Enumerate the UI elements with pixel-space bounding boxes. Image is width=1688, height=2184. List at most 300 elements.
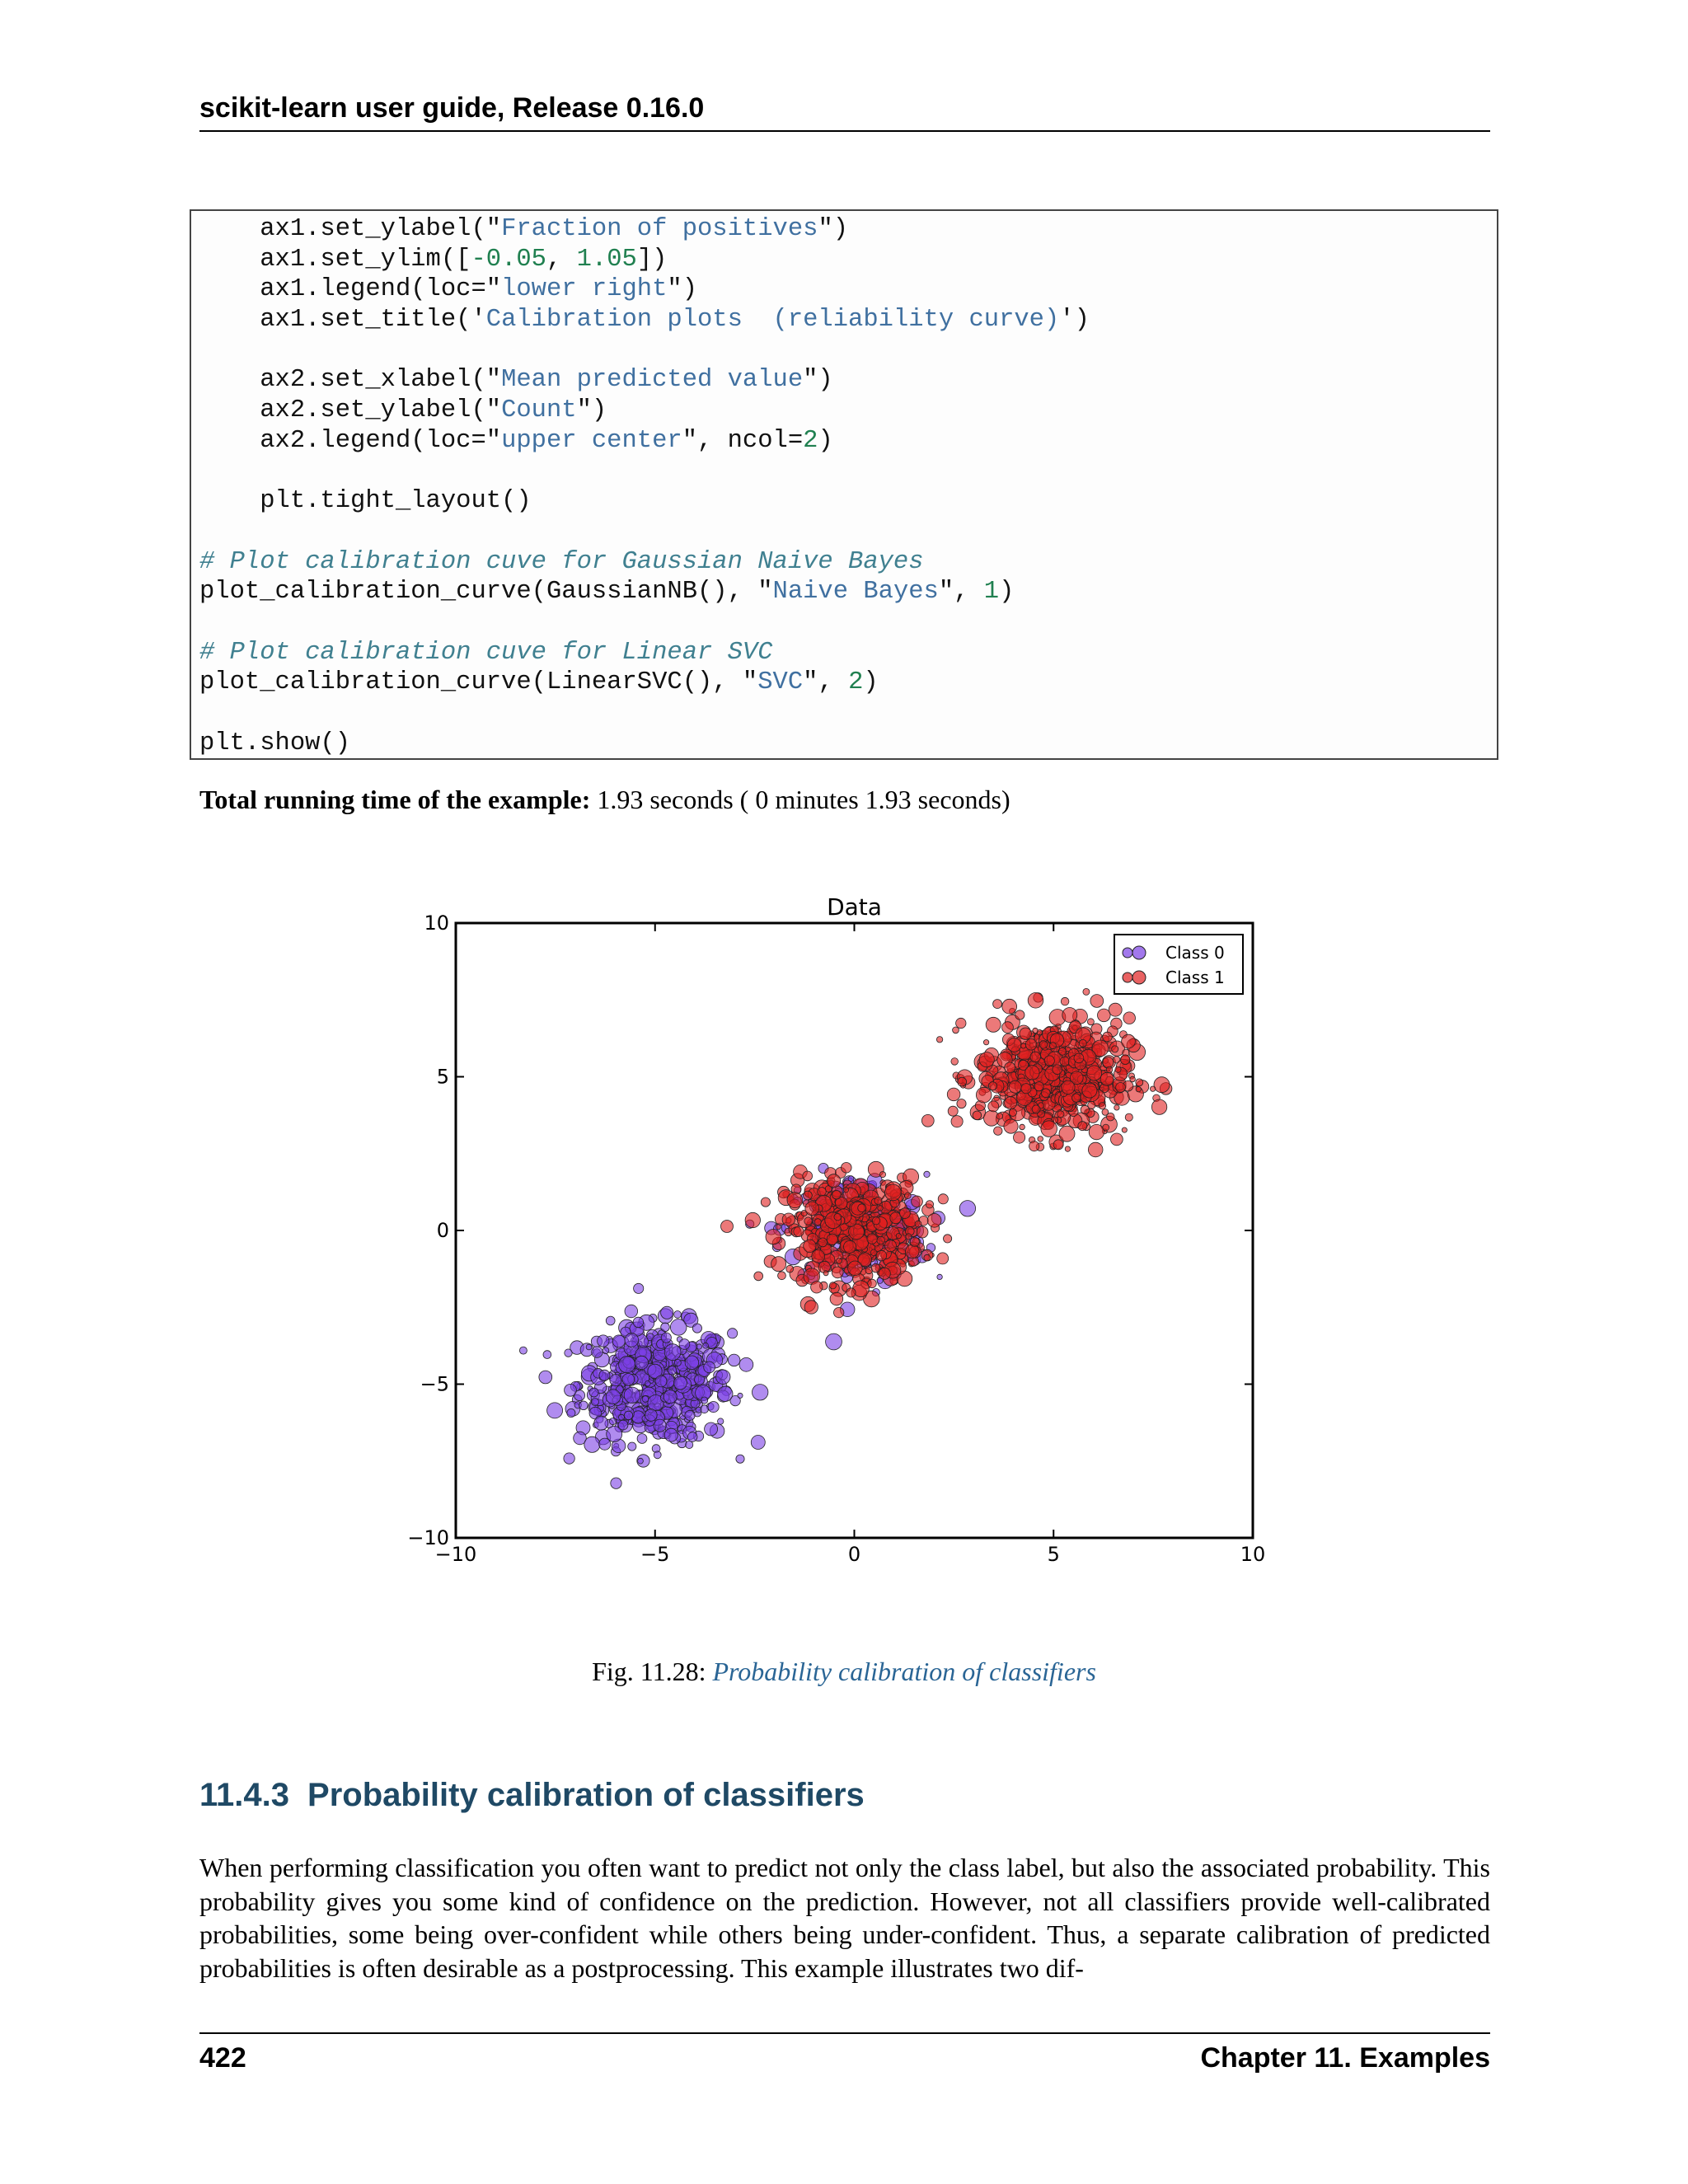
scatter-point-class-1 [830, 1292, 843, 1305]
scatter-point-class-0 [594, 1416, 608, 1430]
scatter-point-class-1 [1087, 1019, 1094, 1025]
scatter-point-class-0 [686, 1441, 693, 1448]
scatter-point-class-1 [1002, 999, 1017, 1014]
scatter-point-class-1 [1059, 1126, 1075, 1141]
scatter-point-class-0 [687, 1432, 697, 1442]
scatter-point-class-1 [1122, 1127, 1127, 1132]
scatter-point-class-1 [1116, 1083, 1126, 1093]
code-token: ") [803, 366, 833, 395]
scatter-point-class-0 [606, 1390, 621, 1404]
code-token: upper center [501, 426, 682, 455]
scatter-point-class-0 [642, 1396, 649, 1403]
code-line [199, 547, 1090, 578]
scatter-point-class-1 [879, 1172, 885, 1178]
scatter-point-class-1 [917, 1226, 928, 1238]
legend-label: Class 0 [1165, 943, 1225, 963]
scatter-point-class-0 [543, 1351, 551, 1359]
scatter-point-class-1 [842, 1163, 852, 1174]
scatter-point-class-0 [701, 1397, 708, 1404]
scatter-point-class-1 [1111, 1133, 1123, 1146]
scatter-point-class-0 [567, 1408, 575, 1417]
code-token: 1.05 [576, 245, 637, 274]
code-token: ') [1059, 306, 1090, 335]
scatter-point-class-0 [736, 1455, 744, 1463]
scatter-point-class-1 [1122, 1034, 1136, 1048]
scatter-point-class-1 [924, 1254, 931, 1261]
scatter-point-class-0 [718, 1418, 724, 1424]
scatter-point-class-1 [804, 1217, 812, 1225]
scatter-point-class-0 [539, 1371, 552, 1384]
scatter-point-class-1 [900, 1208, 911, 1219]
code-token: ax1.legend(loc=" [199, 275, 502, 304]
scatter-point-class-1 [912, 1196, 923, 1207]
code-token: ax1.set_title(' [199, 306, 486, 335]
scatter-point-class-0 [547, 1403, 563, 1418]
scatter-point-class-1 [776, 1225, 781, 1230]
scatter-point-class-1 [948, 1106, 958, 1116]
code-token: plt.show() [199, 729, 351, 757]
scatter-point-class-1 [956, 1018, 966, 1028]
scatter-point-class-0 [635, 1356, 648, 1369]
scatter-point-class-0 [924, 1171, 930, 1177]
scatter-point-class-1 [871, 1263, 880, 1272]
scatter-point-class-1 [957, 1099, 966, 1108]
scatter-point-class-1 [1025, 1039, 1037, 1051]
scatter-point-class-1 [1044, 1056, 1054, 1066]
code-token: Mean predicted value [501, 366, 804, 395]
body-paragraph: When performing classification you often want to predict not only the class label, but also the associated probability. This probability gives you some kind of confidence on the prediction. However, not all classifiers provide well-calibrated probabilities, some being over-confident while others being under-confident. Thus, a separate calibration of predicted probabilities is often desirable as a postprocessing. This example illustrates two dif- [199, 1853, 1490, 1983]
scatter-point-class-1 [827, 1234, 837, 1244]
figure-link[interactable]: Probability calibration of classifiers [712, 1657, 1096, 1686]
scatter-point-class-1 [1058, 1047, 1066, 1055]
scatter-point-class-0 [619, 1414, 625, 1420]
scatter-point-class-1 [885, 1184, 902, 1201]
scatter-point-class-1 [953, 1027, 959, 1033]
code-line [199, 698, 1090, 729]
runtime-value: 1.93 seconds ( 0 minutes 1.93 seconds) [590, 785, 1010, 814]
scatter-point-class-1 [1098, 1009, 1111, 1022]
scatter-point-class-1 [794, 1226, 804, 1236]
scatter-point-class-1 [944, 1235, 952, 1243]
scatter-point-class-1 [1007, 1038, 1021, 1052]
code-token: SVC [757, 668, 804, 697]
scatter-point-class-1 [804, 1191, 813, 1200]
code-token: ax1.set_ylim([ [199, 245, 471, 274]
scatter-point-class-0 [618, 1420, 628, 1430]
scatter-point-class-0 [661, 1323, 670, 1332]
code-token: Naive Bayes [772, 578, 939, 607]
scatter-point-class-0 [674, 1311, 682, 1319]
scatter-point-class-1 [1089, 1124, 1104, 1139]
scatter-point-class-0 [637, 1434, 647, 1444]
code-token: Calibration plots (reliability curve) [485, 306, 1060, 335]
code-line [199, 396, 1090, 426]
x-tick-label: 0 [847, 1543, 861, 1566]
scatter-point-class-0 [633, 1317, 643, 1327]
x-tick-label: −10 [434, 1543, 477, 1566]
scatter-point-class-1 [1020, 1124, 1025, 1130]
scatter-point-class-1 [1090, 995, 1104, 1008]
scatter-point-class-1 [938, 1194, 948, 1204]
scatter-point-class-1 [1083, 988, 1090, 995]
scatter-point-class-1 [805, 1202, 819, 1216]
scatter-point-class-1 [872, 1217, 879, 1225]
code-token: ) [999, 578, 1015, 607]
scatter-point-class-1 [979, 1052, 994, 1067]
scatter-point-class-1 [927, 1213, 941, 1227]
scatter-point-class-0 [654, 1451, 661, 1459]
code-line [199, 214, 1090, 245]
scatter-point-class-1 [1009, 1108, 1016, 1116]
scatter-point-class-1 [823, 1271, 828, 1276]
scatter-point-class-0 [668, 1366, 677, 1376]
scatter-point-class-1 [1057, 1111, 1064, 1118]
scatter-point-class-0 [664, 1344, 681, 1361]
scatter-point-class-0 [645, 1409, 658, 1422]
code-token: ax1.set_ylabel(" [199, 215, 502, 243]
code-token: 2 [848, 668, 864, 697]
scatter-point-class-1 [876, 1250, 887, 1261]
scatter-point-class-1 [1154, 1077, 1170, 1093]
y-tick-label: 10 [424, 912, 449, 935]
scatter-point-class-1 [874, 1197, 882, 1204]
scatter-point-class-1 [834, 1213, 842, 1221]
scatter-point-class-0 [564, 1453, 574, 1464]
scatter-point-class-0 [663, 1390, 677, 1404]
scatter-point-class-0 [606, 1316, 615, 1325]
scatter-point-class-1 [843, 1188, 848, 1193]
scatter-point-class-1 [885, 1240, 897, 1252]
scatter-point-class-1 [1015, 1010, 1025, 1019]
code-token: ) [863, 668, 879, 697]
scatter-point-class-0 [704, 1361, 715, 1373]
y-tick-label: −5 [420, 1372, 449, 1396]
legend-label: Class 1 [1165, 968, 1225, 987]
scatter-point-class-0 [708, 1402, 719, 1413]
code-token: -0.05 [471, 245, 546, 274]
scatter-point-class-0 [625, 1333, 639, 1347]
y-tick-label: −10 [407, 1526, 449, 1549]
code-line [199, 607, 1090, 638]
scatter-point-class-0 [673, 1376, 687, 1390]
scatter-point-class-1 [988, 1082, 996, 1090]
scatter-point-class-1 [1120, 1055, 1130, 1065]
scatter-point-class-0 [624, 1387, 640, 1403]
scatter-point-class-1 [1082, 1083, 1097, 1098]
legend-marker [1123, 948, 1132, 958]
scatter-point-class-1 [1078, 1122, 1087, 1131]
scatter-point-class-1 [778, 1272, 786, 1280]
code-token: , [546, 245, 577, 274]
scatter-point-class-1 [818, 1188, 827, 1197]
scatter-point-class-1 [1041, 1089, 1050, 1098]
legend-marker [1132, 946, 1146, 959]
scatter-chart [404, 882, 1294, 1582]
scatter-point-class-0 [592, 1399, 599, 1406]
code-line [199, 274, 1090, 305]
scatter-point-class-1 [915, 1221, 921, 1227]
scatter-point-class-1 [1106, 1066, 1113, 1073]
scatter-point-class-1 [814, 1219, 821, 1226]
scatter-point-class-1 [1039, 1041, 1047, 1048]
scatter-point-class-1 [1072, 1094, 1081, 1102]
scatter-point-class-0 [628, 1442, 636, 1451]
scatter-point-class-1 [870, 1249, 877, 1256]
scatter-point-class-1 [1030, 1052, 1041, 1062]
code-token: Fraction of positives [501, 215, 818, 243]
scatter-point-class-1 [1053, 1065, 1062, 1075]
scatter-point-class-1 [1065, 1146, 1070, 1151]
scatter-point-class-1 [879, 1268, 890, 1279]
scatter-point-class-0 [670, 1319, 687, 1336]
scatter-point-class-1 [988, 1101, 999, 1112]
code-line [199, 365, 1090, 396]
scatter-point-class-1 [1103, 1032, 1113, 1042]
scatter-point-class-1 [828, 1174, 841, 1188]
code-line [199, 426, 1090, 457]
scatter-point-class-1 [983, 1040, 988, 1045]
scatter-point-class-1 [993, 1000, 1002, 1009]
code-token: # Plot calibration cuve for Gaussian Naive Bayes [199, 547, 924, 576]
scatter-point-class-1 [771, 1257, 786, 1272]
scatter-point-class-0 [619, 1357, 635, 1373]
scatter-point-class-1 [1049, 1043, 1056, 1049]
scatter-point-class-0 [718, 1386, 733, 1401]
scatter-point-class-1 [1107, 1113, 1115, 1121]
scatter-point-class-1 [1151, 1086, 1156, 1091]
scatter-point-class-1 [1025, 1066, 1039, 1080]
section-heading [199, 1777, 865, 1814]
scatter-point-class-1 [867, 1234, 877, 1244]
scatter-point-class-1 [1125, 1113, 1132, 1121]
scatter-point-class-1 [766, 1230, 781, 1244]
scatter-point-class-1 [837, 1258, 842, 1264]
scatter-point-class-0 [728, 1354, 740, 1366]
code-line [199, 486, 1090, 517]
scatter-point-class-1 [877, 1236, 885, 1244]
scatter-point-class-1 [1038, 1137, 1043, 1142]
scatter-point-class-1 [878, 1206, 883, 1211]
scatter-point-class-0 [565, 1384, 577, 1396]
code-token: ", [803, 668, 849, 697]
scatter-point-class-0 [692, 1324, 701, 1333]
scatter-point-class-0 [661, 1306, 673, 1319]
scatter-point-class-0 [579, 1401, 588, 1410]
y-tick-label: 5 [436, 1065, 449, 1089]
legend-marker [1123, 972, 1132, 982]
scatter-point-class-1 [1014, 1132, 1025, 1143]
scatter-point-class-1 [787, 1193, 803, 1208]
scatter-point-class-1 [804, 1301, 818, 1314]
scatter-point-class-1 [973, 1111, 982, 1120]
scatter-point-class-0 [622, 1374, 635, 1386]
running-header: scikit-learn user guide, Release 0.16.0 [199, 92, 705, 124]
scatter-point-class-1 [1087, 1066, 1102, 1080]
scatter-point-class-1 [754, 1272, 763, 1281]
scatter-point-class-1 [1032, 1105, 1040, 1113]
scatter-point-class-1 [1081, 1105, 1089, 1113]
code-line [199, 668, 1090, 698]
scatter-point-class-1 [1028, 993, 1043, 1009]
scatter-point-class-0 [674, 1359, 681, 1366]
scatter-point-class-1 [937, 1253, 949, 1264]
scatter-point-class-0 [738, 1393, 743, 1398]
scatter-point-class-0 [584, 1436, 600, 1452]
code-line [199, 245, 1090, 275]
code-block [190, 209, 1498, 760]
y-tick-label: 0 [436, 1219, 449, 1242]
scatter-point-class-1 [1061, 997, 1069, 1005]
scatter-point-class-1 [721, 1221, 734, 1233]
scatter-point-class-1 [1021, 1043, 1026, 1048]
scatter-point-class-0 [589, 1388, 598, 1397]
code-token: ", [938, 578, 984, 607]
code-token: Count [501, 396, 577, 425]
chapter-label: Chapter 11. Examples [1200, 2042, 1490, 2074]
code-token: lower right [501, 275, 668, 304]
scatter-point-class-1 [910, 1237, 919, 1246]
scatter-point-class-1 [951, 1058, 959, 1066]
section-number: 11.4.3 [199, 1777, 290, 1813]
scatter-point-class-1 [1033, 1028, 1038, 1033]
scatter-point-class-1 [906, 1244, 920, 1258]
scatter-point-class-1 [1115, 1066, 1121, 1072]
scatter-point-class-1 [1151, 1099, 1166, 1114]
scatter-point-class-1 [1074, 1053, 1084, 1063]
scatter-figure [404, 882, 1294, 1582]
scatter-point-class-1 [761, 1197, 770, 1207]
scatter-point-class-1 [1114, 1105, 1119, 1110]
scatter-point-class-0 [599, 1438, 611, 1450]
scatter-point-class-1 [1002, 1022, 1014, 1033]
scatter-point-class-1 [1123, 1012, 1136, 1024]
scatter-point-class-1 [1100, 1072, 1114, 1085]
scatter-point-class-1 [1053, 1140, 1063, 1150]
code-line [199, 335, 1090, 366]
code-token: ax2.set_ylabel(" [199, 396, 502, 425]
scatter-point-class-0 [611, 1478, 621, 1488]
scatter-point-class-0 [655, 1376, 667, 1387]
scatter-point-class-1 [896, 1234, 901, 1239]
scatter-point-class-1 [848, 1261, 863, 1276]
scatter-point-class-1 [1136, 1087, 1141, 1092]
code-line [199, 577, 1090, 607]
scatter-point-class-1 [1099, 1103, 1105, 1109]
scatter-point-class-0 [624, 1411, 632, 1419]
scatter-point-class-1 [834, 1307, 844, 1317]
scatter-point-class-0 [634, 1283, 644, 1293]
scatter-point-class-1 [1021, 1084, 1031, 1094]
section-title: Probability calibration of classifiers [307, 1777, 865, 1813]
code-line [199, 729, 1090, 759]
scatter-point-class-1 [951, 1116, 963, 1127]
scatter-point-class-1 [958, 1077, 967, 1086]
scatter-point-class-1 [1060, 1057, 1069, 1066]
runtime-line [199, 785, 1010, 815]
scatter-point-class-1 [996, 1113, 1003, 1120]
scatter-point-class-1 [1112, 1046, 1118, 1052]
scatter-point-class-1 [811, 1282, 823, 1293]
scatter-point-class-1 [1041, 1121, 1057, 1137]
scatter-point-class-1 [1109, 1003, 1122, 1016]
scatter-point-class-1 [936, 1037, 942, 1043]
scatter-point-class-0 [716, 1370, 730, 1384]
scatter-point-class-1 [906, 1234, 912, 1240]
scatter-point-class-1 [986, 1017, 1001, 1032]
scatter-point-class-0 [679, 1339, 690, 1350]
scatter-point-class-1 [1136, 1079, 1143, 1086]
code-line [199, 457, 1090, 487]
scatter-point-class-1 [926, 1201, 933, 1208]
scatter-point-class-1 [844, 1240, 856, 1253]
code-token: 2 [803, 426, 818, 455]
code-lines [199, 214, 1090, 758]
scatter-point-class-1 [921, 1114, 934, 1127]
scatter-point-class-0 [703, 1343, 709, 1348]
scatter-point-class-1 [1062, 1008, 1077, 1023]
scatter-point-class-1 [1079, 1039, 1086, 1047]
code-token: plt.tight_layout() [199, 487, 532, 516]
scatter-point-class-0 [598, 1335, 609, 1347]
scatter-point-class-0 [937, 1274, 942, 1279]
scatter-point-class-1 [803, 1171, 813, 1181]
scatter-point-class-0 [645, 1380, 651, 1386]
scatter-point-class-1 [994, 1127, 1002, 1135]
scatter-point-class-0 [826, 1333, 842, 1350]
scatter-point-class-1 [1062, 1080, 1075, 1094]
scatter-point-class-0 [599, 1370, 610, 1380]
scatter-point-class-0 [610, 1375, 621, 1386]
scatter-point-class-0 [661, 1333, 671, 1343]
code-token: ") [667, 275, 698, 304]
scatter-point-class-1 [1103, 1124, 1109, 1131]
scatter-point-class-0 [728, 1329, 738, 1338]
scatter-point-class-0 [753, 1385, 768, 1400]
scatter-point-class-1 [1020, 1028, 1031, 1039]
figure-label: Fig. 11.28: [592, 1657, 713, 1686]
scatter-point-class-1 [818, 1238, 828, 1247]
code-line [199, 638, 1090, 668]
scatter-point-class-1 [1004, 1119, 1018, 1133]
code-token: ax2.legend(loc=" [199, 426, 502, 455]
scatter-point-class-1 [947, 1088, 960, 1101]
scatter-point-class-0 [565, 1349, 572, 1357]
x-tick-label: −5 [640, 1543, 670, 1566]
code-token: ) [818, 426, 833, 455]
header-rule [199, 130, 1490, 132]
scatter-point-class-1 [976, 1087, 992, 1103]
scatter-point-class-0 [586, 1344, 592, 1350]
page-number: 422 [199, 2042, 246, 2074]
code-line [199, 305, 1090, 335]
code-token: ]) [636, 245, 668, 274]
scatter-point-class-1 [905, 1193, 912, 1199]
scatter-point-class-1 [858, 1204, 866, 1212]
scatter-point-class-1 [782, 1213, 795, 1226]
scatter-point-class-1 [1009, 1080, 1021, 1093]
code-token: 1 [983, 578, 1000, 607]
scatter-point-class-1 [1029, 1141, 1039, 1151]
code-line [199, 517, 1090, 547]
scatter-point-class-1 [812, 1249, 825, 1263]
figure-caption [0, 1657, 1688, 1687]
scatter-point-class-0 [592, 1347, 603, 1357]
code-token: plot_calibration_curve(GaussianNB(), " [199, 578, 773, 607]
scatter-point-class-0 [685, 1410, 695, 1420]
scatter-point-class-0 [685, 1356, 699, 1370]
x-tick-label: 5 [1047, 1543, 1060, 1566]
scatter-point-class-1 [1005, 1097, 1017, 1109]
